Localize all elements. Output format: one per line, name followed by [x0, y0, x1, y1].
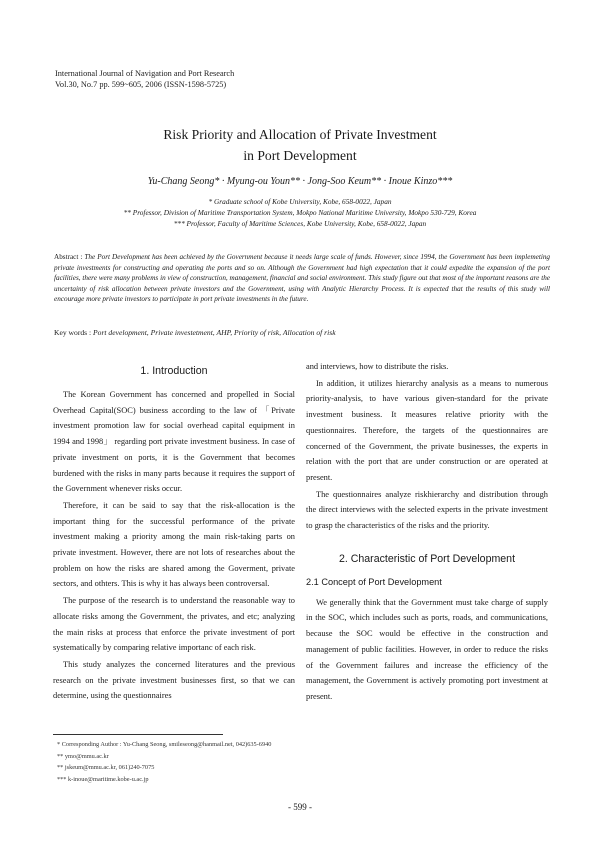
- journal-header: [55, 68, 234, 90]
- paragraph: Therefore, it can be said to say that the risk-allocation is the important thing for the successful performance of the private investment making a priority among the main risk-taking parts on private investment. However, there are not lots of researches about the problem on how the risks are shared among the Goverment, private sectors, and othters. This is why it has always been controversal.: [53, 500, 295, 589]
- footnotes: [57, 739, 271, 785]
- affiliations: [0, 196, 600, 230]
- journal-name: International Journal of Navigation and Port Research: [55, 69, 235, 78]
- paper-title: [0, 124, 600, 166]
- keywords: [54, 328, 550, 337]
- footnote-3: ** jskeum@mmu.ac.kr, 061)240-7075: [57, 764, 155, 771]
- section-2-heading: 2. Characteristic of Port Development: [338, 552, 516, 565]
- affiliation-3: *** Professor, Faculty of Maritime Sciences, Kobe University, Kobe, 658-0022, Japan: [173, 219, 427, 229]
- abstract: [54, 252, 550, 305]
- affiliation-1: * Graduate school of Kobe University, Kobe, 658-0022, Japan: [208, 197, 392, 206]
- paragraph: We generally think that the Government must take charge of supply in the SOC, which includes such as ports, roads, and communications, because the SOC would be effective in the construction and management of public facilities. However, in order to reduce the risks of the Government failures and increase the efficiency of the management, the Government is actively promoting port investment at present.: [306, 597, 548, 701]
- footnote-divider: [53, 734, 223, 735]
- footnote-1: * Corresponding Author : Yu-Chang Seong, smileseong@hanmail.net, 042)635-6940: [57, 741, 272, 748]
- paragraph: The Korean Government has concerned and propelled in Social Overhead Capital(SOC) business according to the law of 「Private investment promotion law for social overhead capital equipment in 1994 and 1998」 regarding port private investment business. In case of private investment on ports, it is the Government that becomes burdened with the risks in many parts because it requires the support of the Government whenever risks occur.: [53, 390, 295, 494]
- abstract-label: Abstract :: [54, 253, 85, 261]
- subsection-2-1-heading: 2.1 Concept of Port Development: [306, 576, 442, 587]
- title-line-1: Risk Priority and Allocation of Private Investment: [163, 127, 437, 142]
- paragraph-continuation: and interviews, how to distribute the risks.: [306, 362, 449, 371]
- author-list: Yu-Chang Seong* · Myung-ou Youn** · Jong-Soo Keum** · Inoue Kinzo***: [147, 176, 453, 187]
- keywords-label: Key words :: [54, 328, 94, 337]
- paragraph: The purpose of the research is to understand the reasonable way to allocate risks among the Government, the privates, and etc; analyzing the main risks at process that enforce the private investment of port systematically by comparing relative importanc of each risk.: [53, 596, 295, 653]
- left-column: [53, 363, 295, 705]
- affiliation-2: ** Professor, Division of Maritime Transportation System, Mokpo National Maritime University, Mokpo 530-729, Korea: [123, 208, 477, 218]
- page-number: - 599 -: [288, 802, 312, 812]
- footnote-4: *** k-inoue@maritime.kobe-u.ac.jp: [57, 775, 149, 783]
- right-column: [306, 359, 548, 706]
- keywords-text: Port development, Private investetment, AHP, Priority of risk, Allocation of risk: [93, 328, 336, 337]
- journal-issue: Vol.30, No.7 pp. 599~605, 2006 (ISSN-1598-5725): [55, 80, 227, 89]
- abstract-text: The Port Development has been achieved by the Government because it needs large scale of funds. However, since 1994, the Government has been implemeting private investments for constructing and operating the ports and so on. Although the Government had high expectation that it could expedite the expansion of the port facilities, there were many problems in view of construction, management, financial and social environment. This study figure out that most of the important reasons are the uncertainty of risk allocation between private investors and the Government, using with Analytic Hierarchy Process. It is expected that the results of this study will encourage more private investors to participate in port private investments in the future.: [54, 253, 551, 304]
- paragraph: This study analyzes the concerned literatures and the previous research on the private investment businesses first, so that we can determine, using the questionnaires: [53, 659, 295, 701]
- section-1-heading: 1. Introduction: [140, 365, 208, 377]
- paragraph: The questionnaires analyze riskhierarchy and distribution through the direct interviews with the selected experts in the private investment to grasp the characteristics of the risks and the priority.: [306, 489, 548, 531]
- title-line-2: in Port Development: [243, 148, 357, 163]
- paragraph: In addition, it utilizes hierarchy analysis as a means to numerous priority-analysis, to have various given-standard for the private investment business. It measures relative priority with the questionnaires. Therefore, the targets of the questionnaires are concerned of the Government, the private businesses, the experts in relation with the port that are under construction or are operated at present.: [306, 378, 548, 482]
- footnote-2: ** ymo@mmu.ac.kr: [57, 752, 109, 760]
